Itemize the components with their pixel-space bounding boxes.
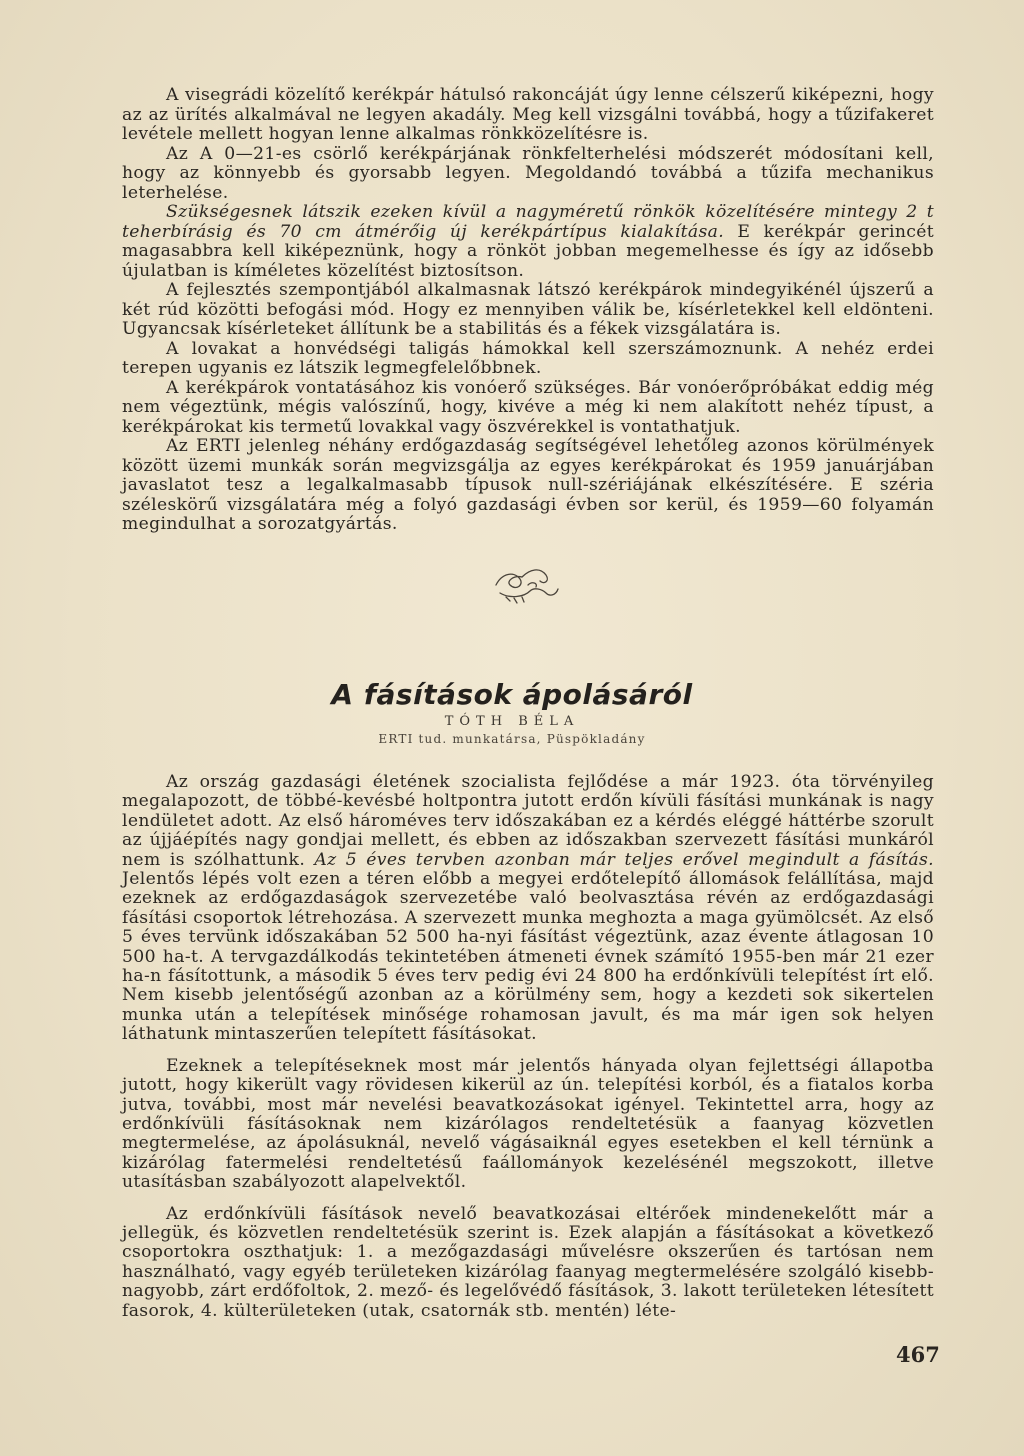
page-number: 467	[896, 1342, 940, 1367]
paragraph: A visegrádi közelítő kerékpár hátulsó rakoncáját úgy lenne célszerű kiképezni, hogy az az ürítés alkalmával ne legyen akadály. Meg kell vizsgálni továbbá, hogy a tűzifakeret levétele mellett hogyan lenne alkalmas rönkközelítésre is.	[122, 85, 934, 144]
italic-emphasis-paragraph	[122, 203, 934, 281]
continued-article-text	[122, 86, 934, 535]
paragraph-text: Jelentős lépés volt ezen a téren előbb a megyei erdőtelepítő állomások felállítása, majd ezeknek az erdőgazdaságok szervezetébe való beolvasztása révén az erdőgazdasági fásítási csoportok létrehozása. A szervezett munka meghozta a maga gyümölcsét. Az első 5 éves tervünk időszakában 52 500 ha-nyi fásítást végeztünk, azaz évente átlagosan 10 500 ha-t. A tervgazdálkodás tekintetében átmeneti évnek számító 1955-ben már 21 ezer ha-n fásítottunk, a második 5 éves terv pedig évi 24 800 ha erdőnkívüli telepítést írt elő. Nem kisebb jelentőségű azonban az a körülmény sem, hogy a kezdeti sok sikertelen munka után a telepítések minősége rohamosan javult, és ma már igen sok helyen láthatunk mintaszerűen telepített fásításokat.	[122, 869, 934, 1045]
italic-sentence: Szükségesnek látszik ezeken kívül a nagyméretű rönkök közelítésére mintegy 2 t teherbírásig és 70 cm átmérőig új kerékpártípus kialakítása.	[122, 202, 934, 242]
paragraph: A kerékpárok vontatásához kis vonóerő szükséges. Bár vonóerőpróbákat eddig még nem végeztünk, mégis valószínű, hogy, kivéve a még ki nem alakított nehéz típust, a kerékpárokat kis termetű lovakkal vagy öszvérekkel is vontathatjuk.	[122, 377, 934, 437]
paragraph: A fejlesztés szempontjából alkalmasnak látszó kerékpárok mindegyikénél újszerű a két rúd közötti befogási mód. Hogy ez mennyiben válik be, kísérletekkel kell eldönteni. Ugyancsak kísérleteket állítunk be a stabilitás és a fékek vizsgálatára is.	[122, 280, 934, 339]
author-affiliation: ERTI tud. munkatársa, Püspökladány	[378, 732, 646, 746]
italic-sentence: Az 5 éves tervben azonban már teljes erővel megindult a fásítás.	[314, 849, 934, 870]
paragraph-text: Az ország gazdasági életének szocialista fejlődése a már 1923. óta törvényileg megalapozott, de többé-kevésbé holtpontra jutott erdőn kívüli fásítási munkának is nagy lendületet adott. Az első hároméves terv időszakában ez a kérdés eléggé háttérbe szorult az újjáépítés nagy gondjai mellett, és ebben az időszakban szervezett fásítási munkáról nem is szólhattunk.	[122, 772, 934, 870]
article-body	[122, 773, 934, 1321]
paragraph-rest: E kerékpár gerincét magasabbra kell kiképeznünk, hogy a rönköt jobban megemelhesse és így az idősebb újulatban is kíméletes közelítést biztosítson.	[122, 221, 935, 281]
article-paragraph: Ezeknek a telepítéseknek most már jelentős hányada olyan fejlettségi állapotba jutott, hogy kikerült vagy rövidesen kikerül az ún. telepítési korból, és a fiatalos korba jutva, további, most már nevelési beavatkozásokat igényel. Tekintettel arra, hogy az erdőnkívüli fásításoknak nem kizárólagos rendeltetésük a faanyag közvetlen megtermelése, az ápolásuknál, nevelő vágásaiknál egyes esetekben el kell térnünk a kizárólag fatermelési rendeltetésű faállományok kezelésénél megszokott, illetve utasításban szabályozott alapelvektől.	[122, 1055, 934, 1193]
paragraph: A lovakat a honvédségi taligás hámokkal kell szerszámoznunk. A nehéz erdei terepen ugyanis ez látszik legmegfelelőbbnek.	[122, 338, 934, 378]
article-paragraph	[122, 773, 934, 1045]
article-paragraph: Az erdőnkívüli fásítások nevelő beavatkozásai eltérőek mindenekelőtt már a jellegük, és közvetlen rendeltetésük szerint is. Ezek alapján a fásításokat a következő csoportokra oszthatjuk: 1. a mezőgazdasági művelésre okszerűen és tartósan nem használható, vagy egyéb területeken kizárólag faanyag megtermelésére szolgáló kisebb-nagyobb, zárt erdőfoltok, 2. mező- és legelővédő fásítások, 3. lakott területeken létesített fasorok, 4. külterületeken (utak, csatornák stb. mentén) léte-	[122, 1203, 934, 1321]
article-title: A fásítások ápolásáról	[331, 678, 693, 711]
decorative-ornament-icon	[486, 563, 566, 607]
paragraph: Az ERTI jelenleg néhány erdőgazdaság segítségével lehetőleg azonos körülmények között üzemi munkák során megvizsgálja az egyes kerékpárokat és 1959 januárjában javaslatot tesz a legalkalmasabb típusok null-szériájának elkészítésére. E széria széleskörű vizsgálatára még a folyó gazdasági évben sor kerül, és 1959—60 folyamán megindulhat a sorozatgyártás.	[122, 436, 934, 534]
article-author: TÓTH BÉLA	[444, 714, 580, 729]
paragraph: Az A 0—21-es csörlő kerékpárjának rönkfelterhelési módszerét módosítani kell, hogy az könnyebb és gyorsabb legyen. Megoldandó továbbá a tűzifa mechanikus leterhelése.	[122, 143, 934, 203]
